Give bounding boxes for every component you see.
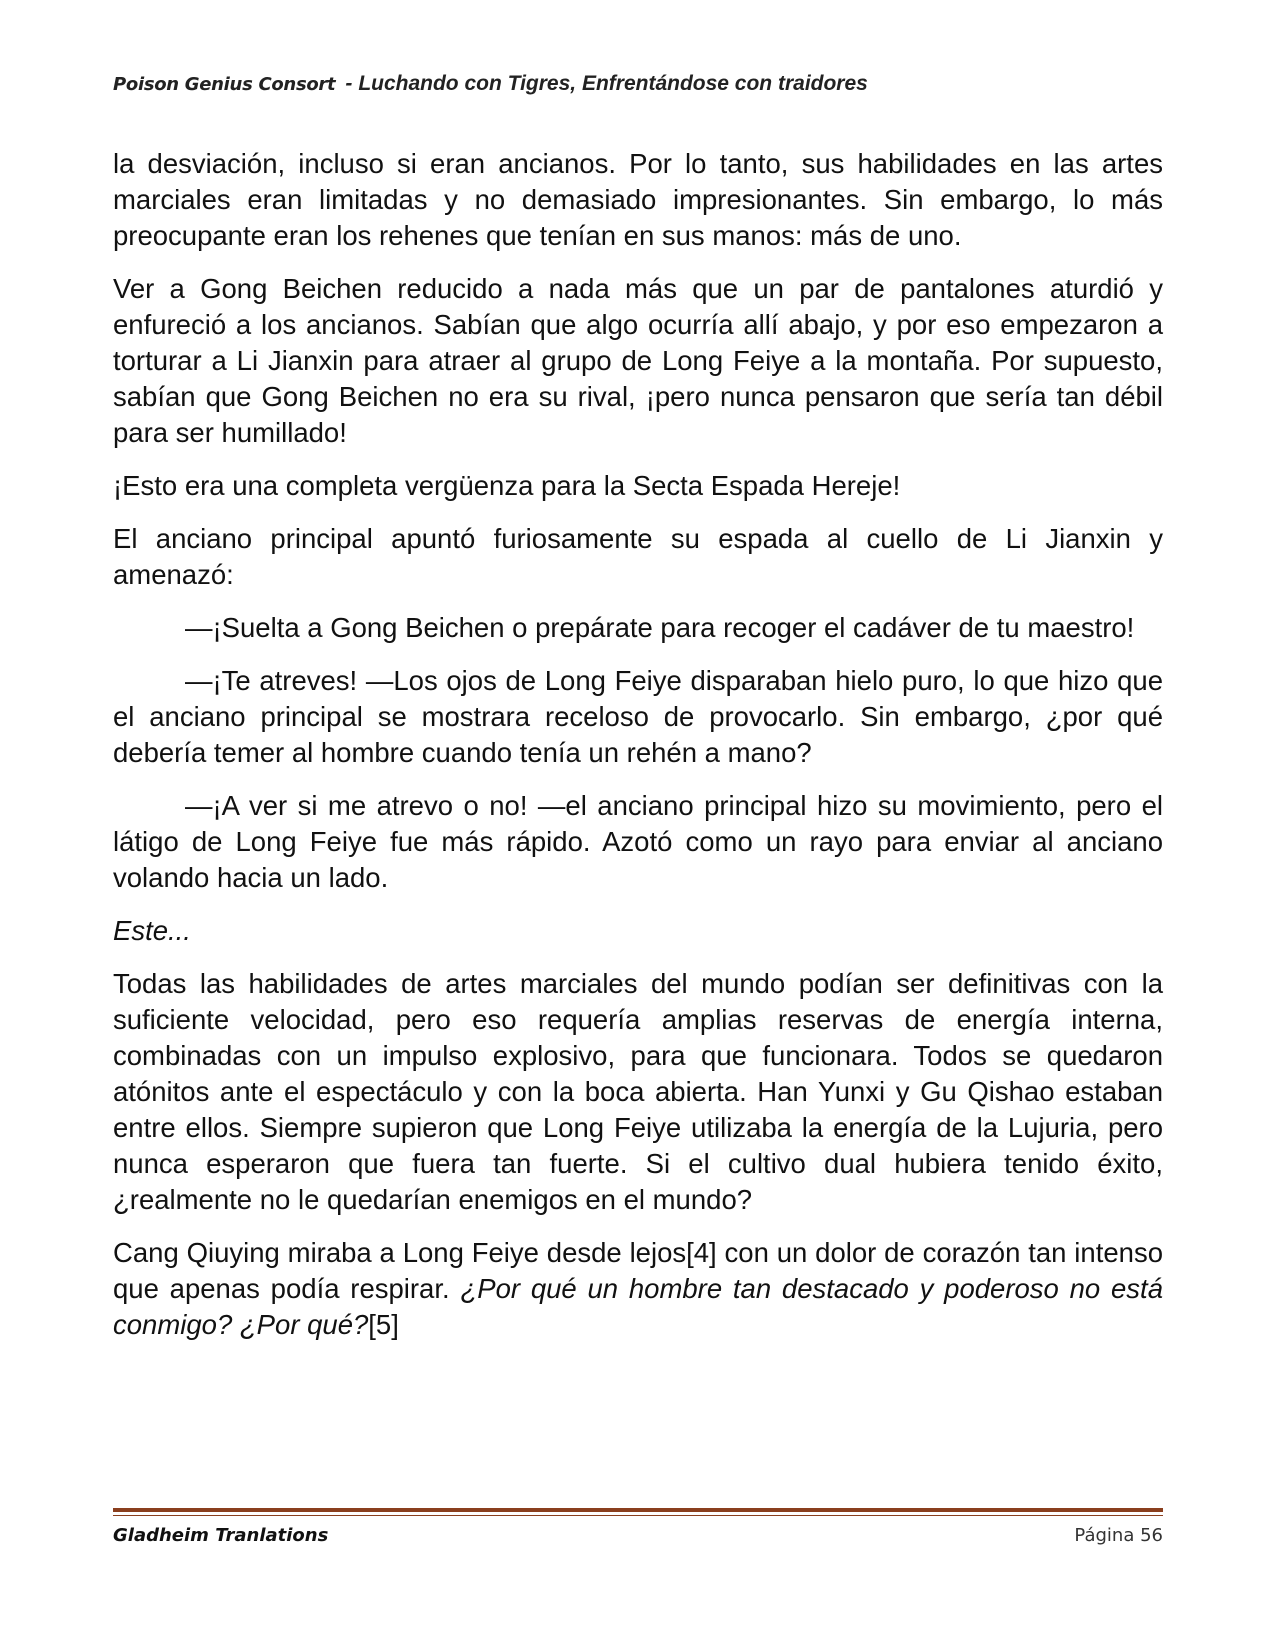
paragraph: Todas las habilidades de artes marciales del mundo podían ser definitivas con la suficiente velocidad, pero eso requería amplias reservas de energía interna, combinadas con un impulso explosivo, para que funcionara. Todos se quedaron atónitos ante el espectáculo y con la boca abierta. Han Yunxi y Gu Qishao estaban entre ellos. Siempre supieron que Long Feiye utilizaba la energía de la Lujuria, pero nunca esperaron que fuera tan fuerte. Si el cultivo dual hubiera tenido éxito, ¿realmente no le quedarían enemigos en el mundo?: [113, 968, 1163, 1215]
paragraph: Ver a Gong Beichen reducido a nada más que un par de pantalones aturdió y enfureció a los ancianos. Sabían que algo ocurría allí abajo, y por eso empezaron a torturar a Li Jianxin para atraer al grupo de Long Feiye a la montaña. Por supuesto, sabían que Gong Beichen no era su rival, ¡pero nunca pensaron que sería tan débil para ser humillado!: [113, 273, 1163, 448]
dialogue-paragraph: —¡A ver si me atrevo o no! —el anciano principal hizo su movimiento, pero el látigo de Long Feiye fue más rápido. Azotó como un rayo para enviar al anciano volando hacia un lado.: [113, 790, 1163, 893]
page-number: Página 56: [1074, 1525, 1163, 1546]
page-header: [113, 72, 1163, 96]
header-separator: -: [345, 72, 353, 95]
italic-paragraph: [113, 913, 1163, 949]
footer-rule-thin: [113, 1515, 1163, 1516]
chapter-title: Luchando con Tigres, Enfrentándose con traidores: [358, 72, 868, 95]
dialogue-paragraph: —¡Te atreves! —Los ojos de Long Feiye disparaban hielo puro, lo que hizo que el anciano principal se mostrara receloso de provocarlo. Sin embargo, ¿por qué debería temer al hombre cuando tenía un rehén a mano?: [113, 665, 1163, 768]
paragraph-mixed: [113, 1235, 1163, 1343]
italic-thought: Este...: [113, 915, 191, 946]
dialogue-paragraph: —¡Suelta a Gong Beichen o prepárate para recoger el cadáver de tu maestro!: [185, 612, 1135, 643]
footer-rule-thick: [113, 1508, 1163, 1512]
page-body: [113, 146, 1163, 1360]
paragraph: El anciano principal apuntó furiosamente su espada al cuello de Li Jianxin y amenazó:: [113, 523, 1163, 590]
paragraph-text: Cang Qiuying miraba a Long Feiye desde lejos[4] con un dolor de corazón tan intenso que apenas podía respirar.: [113, 1237, 1163, 1304]
footnote-ref: [5]: [368, 1309, 399, 1340]
book-title: Poison Genius Consort: [113, 74, 336, 95]
italic-thought: ¿Por qué un hombre tan destacado y poderoso no está conmigo? ¿Por qué?: [113, 1273, 1163, 1340]
publisher-name: Gladheim Tranlations: [113, 1525, 329, 1546]
paragraph: la desviación, incluso si eran ancianos. Por lo tanto, sus habilidades en las artes marciales eran limitadas y no demasiado impresionantes. Sin embargo, lo más preocupante eran los rehenes que tenían en sus manos: más de uno.: [113, 148, 1163, 251]
paragraph: ¡Esto era una completa vergüenza para la Secta Espada Hereje!: [113, 470, 901, 501]
